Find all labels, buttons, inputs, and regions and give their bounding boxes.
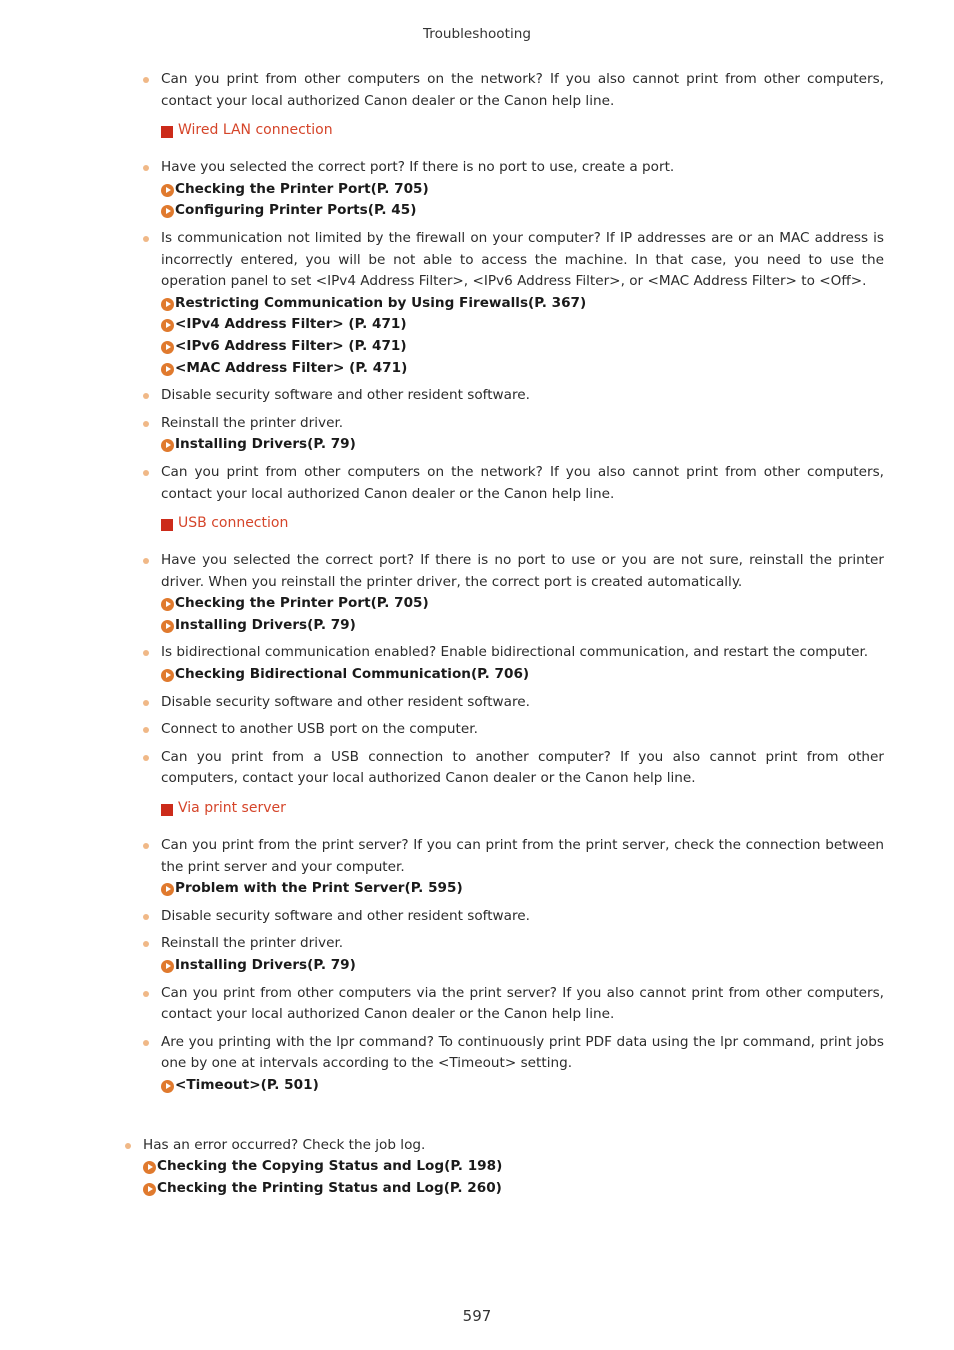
list-item (143, 69, 884, 112)
list-item (143, 550, 884, 636)
bullet-icon (143, 755, 149, 761)
item-text: Has an error occurred? Check the job log. (143, 1136, 426, 1153)
square-marker-icon (161, 804, 173, 816)
running-header: Troubleshooting (423, 26, 531, 42)
cross-reference-link[interactable] (143, 1178, 884, 1200)
wired-lan-list (143, 157, 884, 505)
arrow-right-circle-icon (161, 1080, 174, 1093)
bullet-icon (143, 558, 149, 564)
link-label: Problem with the Print Server(P. 595) (175, 880, 463, 897)
outer-list (125, 1135, 884, 1200)
item-text: Is communication not limited by the firewall on your computer? If IP addresses are or an MAC address is incorrectly entered, you will be not able to access the machine. In that case, you need to use the operation panel to set <IPv4 Address Filter>, <IPv6 Address Filter>, or <MAC Address Filter> to <Off>. (161, 229, 884, 290)
link-label: Installing Drivers(P. 79) (175, 436, 356, 453)
cross-reference-link[interactable] (161, 293, 884, 315)
bullet-icon (143, 165, 149, 171)
bullet-icon (143, 393, 149, 399)
item-text: Connect to another USB port on the computer. (161, 721, 478, 738)
list-item (143, 692, 884, 714)
cross-reference-link[interactable] (143, 1156, 884, 1178)
print-server-list (143, 835, 884, 1097)
arrow-right-circle-icon (161, 883, 174, 896)
item-text: Can you print from other computers on the network? If you also cannot print from other computers, contact your local authorized Canon dealer or the Canon help line. (161, 463, 884, 502)
link-label: <Timeout>(P. 501) (175, 1076, 319, 1093)
link-label: Installing Drivers(P. 79) (175, 616, 356, 633)
list-item (143, 906, 884, 928)
bullet-icon (143, 236, 149, 242)
item-text: Disable security software and other resident software. (161, 387, 530, 404)
item-text: Have you selected the correct port? If there is no port to use, create a port. (161, 159, 675, 176)
arrow-right-circle-icon (161, 341, 174, 354)
arrow-right-circle-icon (161, 439, 174, 452)
bullet-icon (143, 843, 149, 849)
link-label: <IPv6 Address Filter> (P. 471) (175, 337, 407, 354)
cross-reference-link[interactable] (161, 878, 884, 900)
arrow-right-circle-icon (161, 298, 174, 311)
link-label: Restricting Communication by Using Firewalls(P. 367) (175, 294, 587, 311)
page-content (143, 69, 884, 1205)
list-item (143, 983, 884, 1026)
bullet-icon (125, 1143, 131, 1149)
link-label: Configuring Printer Ports(P. 45) (175, 202, 417, 219)
list-item (143, 747, 884, 790)
link-label: Checking Bidirectional Communication(P. 706) (175, 666, 530, 683)
list-item (143, 933, 884, 976)
list-item (143, 642, 884, 685)
list-item (143, 719, 884, 741)
arrow-right-circle-icon (161, 184, 174, 197)
link-label: <MAC Address Filter> (P. 471) (175, 359, 408, 376)
bullet-icon (143, 470, 149, 476)
subheading-label: USB connection (178, 515, 289, 532)
cross-reference-link[interactable] (161, 179, 884, 201)
list-item (125, 1135, 884, 1200)
usb-list (143, 550, 884, 790)
top-list (143, 69, 884, 112)
item-text: Reinstall the printer driver. (161, 935, 344, 952)
bullet-icon (143, 941, 149, 947)
item-text: Reinstall the printer driver. (161, 414, 344, 431)
item-text: Can you print from other computers on the network? If you also cannot print from other computers, contact your local authorized Canon dealer or the Canon help line. (161, 71, 884, 109)
list-item (143, 835, 884, 900)
page-number: 597 (462, 1307, 492, 1325)
item-text: Are you printing with the lpr command? To continuously print PDF data using the lpr command, print jobs one by one at intervals according to the <Timeout> setting. (161, 1033, 884, 1072)
square-marker-icon (161, 126, 173, 138)
cross-reference-link[interactable] (161, 314, 884, 336)
cross-reference-link[interactable] (161, 336, 884, 358)
list-item (143, 413, 884, 456)
list-item (143, 228, 884, 379)
subheading-label: Wired LAN connection (178, 122, 333, 139)
link-label: Checking the Copying Status and Log(P. 198) (157, 1158, 503, 1175)
link-label: Checking the Printing Status and Log(P. 260) (157, 1179, 502, 1196)
cross-reference-link[interactable] (161, 593, 884, 615)
arrow-right-circle-icon (161, 363, 174, 376)
arrow-right-circle-icon (143, 1161, 156, 1174)
subheading-label: Via print server (178, 800, 286, 817)
arrow-right-circle-icon (161, 669, 174, 682)
subheading-wired-lan (143, 120, 884, 140)
cross-reference-link[interactable] (161, 358, 884, 380)
link-label: Checking the Printer Port(P. 705) (175, 180, 429, 197)
link-label: <IPv4 Address Filter> (P. 471) (175, 316, 407, 333)
list-item (143, 1032, 884, 1097)
list-item (143, 385, 884, 407)
bullet-icon (143, 914, 149, 920)
item-text: Can you print from the print server? If you can print from the print server, check the connection between the print server and your computer. (161, 837, 884, 875)
arrow-right-circle-icon (161, 319, 174, 332)
bullet-icon (143, 421, 149, 427)
bullet-icon (143, 991, 149, 997)
square-marker-icon (161, 519, 173, 531)
link-label: Installing Drivers(P. 79) (175, 957, 356, 973)
bullet-icon (143, 77, 149, 83)
cross-reference-link[interactable] (161, 615, 884, 637)
item-text: Can you print from other computers via the print server? If you also cannot print from other computers, contact your local authorized Canon dealer or the Canon help line. (161, 984, 884, 1023)
arrow-right-circle-icon (161, 205, 174, 218)
arrow-right-circle-icon (161, 620, 174, 633)
link-label: Checking the Printer Port(P. 705) (175, 595, 429, 612)
subheading-usb (143, 513, 884, 533)
arrow-right-circle-icon (143, 1183, 156, 1196)
item-text: Have you selected the correct port? If there is no port to use or you are not sure, reinstall the printer driver. When you reinstall the printer driver, the correct port is created automatically. (161, 552, 884, 590)
item-text: Disable security software and other resident software. (161, 693, 530, 710)
cross-reference-link[interactable] (161, 1075, 884, 1097)
cross-reference-link[interactable] (161, 955, 884, 977)
list-item (143, 157, 884, 222)
bullet-icon (143, 700, 149, 706)
arrow-right-circle-icon (161, 960, 174, 973)
arrow-right-circle-icon (161, 598, 174, 611)
cross-reference-link[interactable] (161, 434, 884, 456)
item-text: Can you print from a USB connection to another computer? If you also cannot print from other computers, contact your local authorized Canon dealer or the Canon help line. (161, 748, 884, 787)
item-text: Is bidirectional communication enabled? Enable bidirectional communication, and restart the computer. (161, 644, 869, 661)
cross-reference-link[interactable] (161, 664, 884, 686)
bullet-icon (143, 1040, 149, 1046)
cross-reference-link[interactable] (161, 200, 884, 222)
bullet-icon (143, 650, 149, 656)
list-item (143, 462, 884, 505)
item-text: Disable security software and other resident software. (161, 907, 530, 924)
subheading-print-server (143, 798, 884, 818)
bullet-icon (143, 727, 149, 733)
